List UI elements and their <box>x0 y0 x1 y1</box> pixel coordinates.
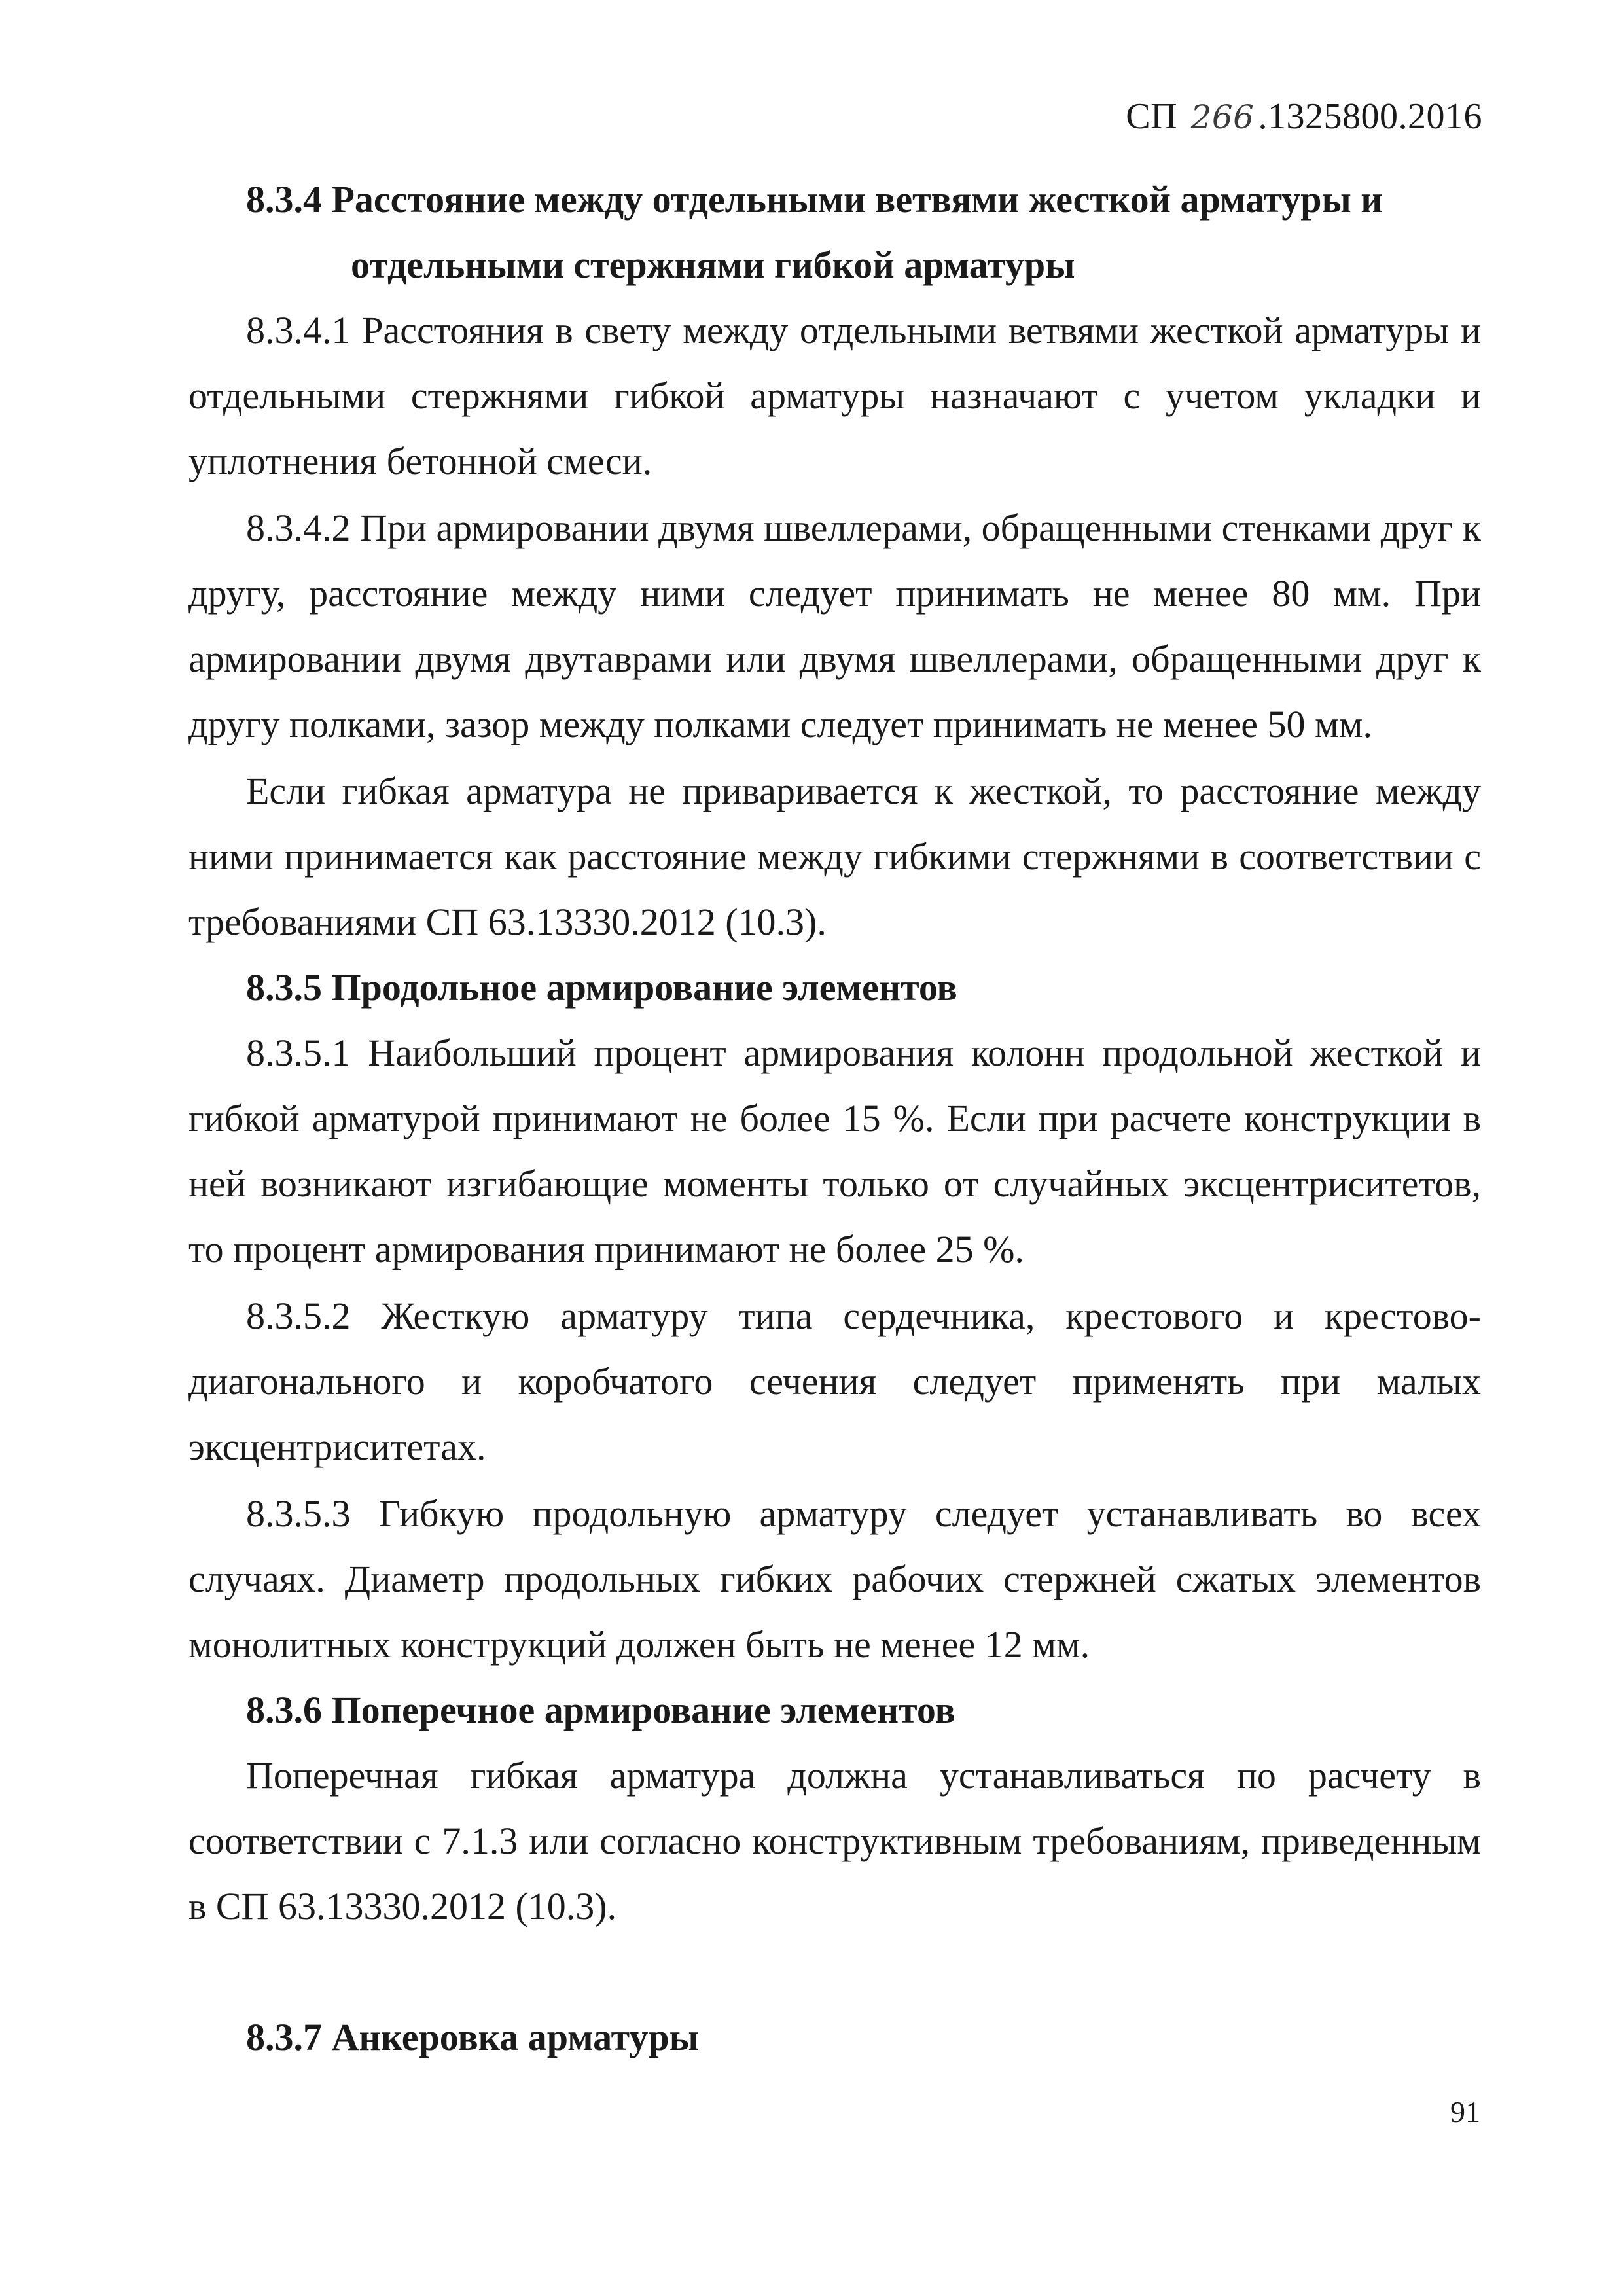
page-number: 91 <box>1450 2095 1480 2128</box>
header-prefix: СП <box>1126 96 1178 137</box>
paragraph-8-3-4-1: 8.3.4.1 Расстояния в свету между отдельными ветвями жесткой арматуры и отдельными стержнями гибкой арматуры назначают с учетом укладки и уплотнения бетонной смеси. <box>188 309 1481 482</box>
section-heading-8-3-4-line2: отдельными стержнями гибкой арматуры <box>351 243 1075 286</box>
section-heading-8-3-6: 8.3.6 Поперечное армирование элементов <box>246 1689 955 1731</box>
document-body <box>188 167 1481 2070</box>
paragraph-8-3-5-1: 8.3.5.1 Наибольший процент армирования колонн продольной жесткой и гибкой арматурой принимают не более 15 %. Если при расчете конструкции в ней возникают изгибающие моменты только от случайных эксцентриситетов, то процент армирования принимают не более 25 %. <box>188 1031 1481 1270</box>
paragraph-8-3-5-2: 8.3.5.2 Жесткую арматуру типа сердечника, крестового и крестово-диагонального и коробчатого сечения следует применять при малых эксцентриситетах. <box>188 1295 1481 1468</box>
paragraph-8-3-4-2: 8.3.4.2 При армировании двумя швеллерами, обращенными стенками друг к другу, расстояние между ними следует принимать не менее 80 мм. При армировании двумя двутаврами или двумя швеллерами, обращенными друг к другу полками, зазор между полками следует принимать не менее 50 мм. <box>188 507 1481 745</box>
paragraph-8-3-4-note: Если гибкая арматура не приваривается к жесткой, то расстояние между ними принимается как расстояние между гибкими стержнями в соответствии с требованиями СП 63.13330.2012 (10.3). <box>188 770 1481 943</box>
section-heading-8-3-4 <box>188 167 1481 298</box>
document-header <box>1126 98 1482 135</box>
paragraph-8-3-5-3: 8.3.5.3 Гибкую продольную арматуру следует устанавливать во всех случаях. Диаметр продольных гибких рабочих стержней сжатых элементов монолитных конструкций должен быть не менее 12 мм. <box>188 1492 1481 1666</box>
section-heading-8-3-7: 8.3.7 Анкеровка арматуры <box>246 2016 699 2058</box>
paragraph-8-3-6: Поперечная гибкая арматура должна устанавливаться по расчету в соответствии с 7.1.3 или согласно конструктивным требованиям, приведенным в СП 63.13330.2012 (10.3). <box>188 1754 1481 1928</box>
section-heading-8-3-4-line1: 8.3.4 Расстояние между отдельными ветвями жесткой арматуры и <box>246 178 1383 221</box>
handwritten-number: 266 <box>1190 98 1255 136</box>
header-suffix: .1325800.2016 <box>1258 96 1482 137</box>
section-heading-8-3-5: 8.3.5 Продольное армирование элементов <box>246 966 957 1009</box>
